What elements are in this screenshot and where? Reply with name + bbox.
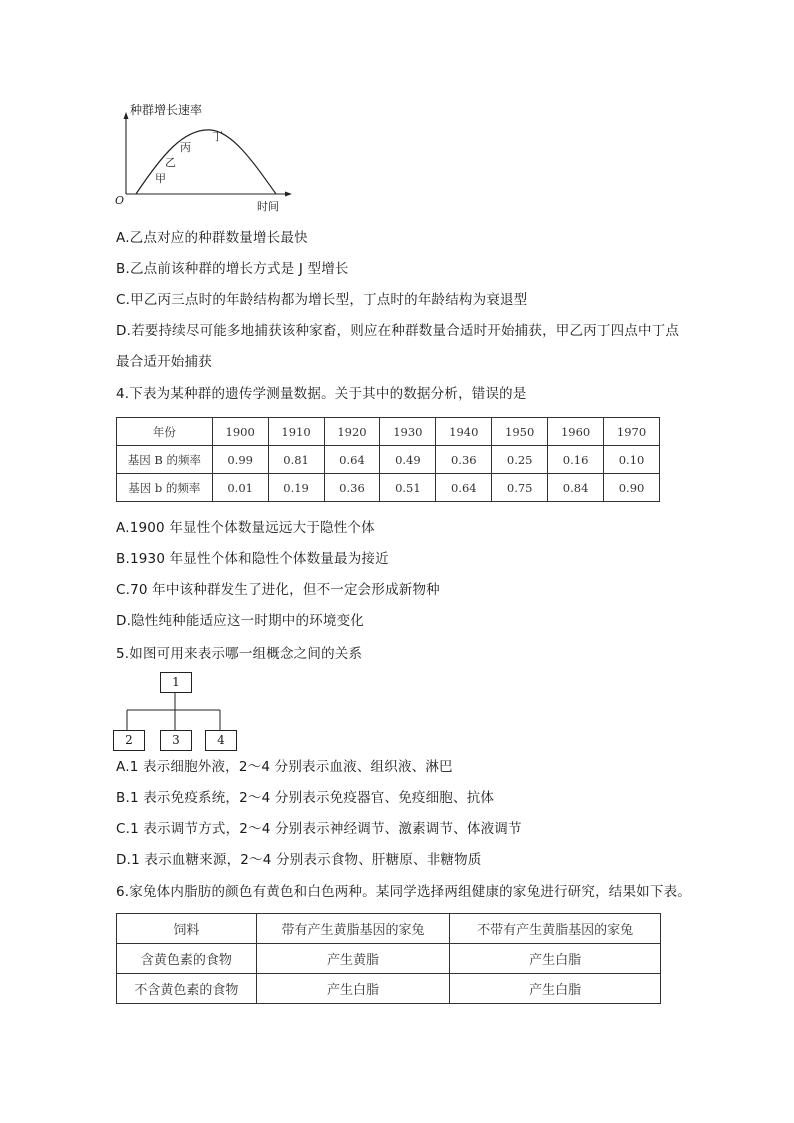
concept-box-1: 1 (160, 672, 192, 693)
table-cell: 0.19 (268, 474, 324, 502)
table-row (117, 974, 661, 1004)
x-axis-label: 时间 (257, 200, 279, 213)
table-cell: 不含黄色素的食物 (117, 974, 257, 1004)
q6-stem: 6.家兔体内脂肪的颜色有黄色和白色两种。某同学选择两组健康的家兔进行研究，结果如下表。 (116, 884, 691, 900)
table-cell: 0.64 (436, 474, 492, 502)
table-cell: 0.25 (492, 446, 548, 474)
table-cell: 基因 b 的频率 (117, 474, 213, 502)
table-cell: 0.01 (212, 474, 268, 502)
table-cell: 0.10 (604, 446, 660, 474)
table-cell: 1950 (492, 418, 548, 446)
table-cell: 产生黄脂 (256, 944, 450, 974)
table-row (117, 474, 660, 502)
table-cell: 0.90 (604, 474, 660, 502)
q4-stem: 4.下表为某种群的遗传学测量数据。关于其中的数据分析，错误的是 (116, 386, 527, 402)
q3-option-c: C.甲乙丙三点时的年龄结构都为增长型，丁点时的年龄结构为衰退型 (116, 292, 528, 308)
table-cell: 产生白脂 (450, 944, 661, 974)
q5-option-a: A.1 表示细胞外液，2～4 分别表示血液、组织液、淋巴 (116, 759, 453, 775)
x-axis-arrow (285, 192, 292, 197)
q3-option-b: B.乙点前该种群的增长方式是 J 型增长 (116, 261, 349, 277)
concept-box-3: 3 (160, 730, 192, 751)
point-label-ding: 丁 (212, 130, 223, 143)
table-cell: 1930 (380, 418, 436, 446)
table-cell: 0.99 (212, 446, 268, 474)
table-cell: 1940 (436, 418, 492, 446)
growth-rate-graph (112, 100, 312, 215)
gene-frequency-table (116, 417, 660, 502)
q5-option-c: C.1 表示调节方式，2～4 分别表示神经调节、激素调节、体液调节 (116, 821, 522, 837)
table-cell: 0.36 (436, 446, 492, 474)
q3-option-d: D.若要持续尽可能多地捕获该种家畜，则应在种群数量合适时开始捕获，甲乙丙丁四点中丁点 (116, 323, 680, 339)
table-cell: 含黄色素的食物 (117, 944, 257, 974)
table-cell: 1900 (212, 418, 268, 446)
table-cell: 0.16 (548, 446, 604, 474)
table-cell: 1920 (324, 418, 380, 446)
table-cell: 0.36 (324, 474, 380, 502)
point-label-jia: 甲 (155, 172, 166, 185)
table-cell: 基因 B 的频率 (117, 446, 213, 474)
table-cell: 1970 (604, 418, 660, 446)
table-cell: 0.81 (268, 446, 324, 474)
table-cell: 带有产生黄脂基因的家兔 (256, 914, 450, 944)
table-cell: 1960 (548, 418, 604, 446)
rabbit-fat-table (116, 913, 661, 1004)
point-label-bing: 丙 (180, 141, 191, 154)
q4-option-a: A.1900 年显性个体数量远远大于隐性个体 (116, 520, 375, 536)
table-row (117, 944, 661, 974)
q5-option-b: B.1 表示免疫系统，2～4 分别表示免疫器官、免疫细胞、抗体 (116, 790, 495, 806)
table-cell: 年份 (117, 418, 213, 446)
concept-box-4: 4 (205, 730, 237, 751)
q4-option-d: D.隐性纯种能适应这一时期中的环境变化 (116, 613, 364, 629)
table-cell: 饲料 (117, 914, 257, 944)
table-cell: 1910 (268, 418, 324, 446)
q4-option-c: C.70 年中该种群发生了进化，但不一定会形成新物种 (116, 582, 440, 598)
q3-option-d-cont: 最合适开始捕获 (116, 354, 212, 370)
table-cell: 0.75 (492, 474, 548, 502)
table-cell: 0.84 (548, 474, 604, 502)
table-header-row (117, 418, 660, 446)
q4-option-b: B.1930 年显性个体和隐性个体数量最为接近 (116, 551, 389, 567)
y-axis-arrow (124, 112, 129, 119)
y-axis-label: 种群增长速率 (130, 103, 203, 117)
table-cell: 0.51 (380, 474, 436, 502)
table-cell: 0.64 (324, 446, 380, 474)
q5-option-d: D.1 表示血糖来源，2～4 分别表示食物、肝糖原、非糖物质 (116, 852, 482, 868)
concept-box-2: 2 (113, 730, 145, 751)
q5-stem: 5.如图可用来表示哪一组概念之间的关系 (116, 646, 363, 662)
origin-label: O (115, 194, 125, 207)
q3-option-a: A.乙点对应的种群数量增长最快 (116, 230, 308, 246)
table-cell: 不带有产生黄脂基因的家兔 (450, 914, 661, 944)
point-label-yi: 乙 (165, 156, 176, 169)
table-cell: 0.49 (380, 446, 436, 474)
table-header-row (117, 914, 661, 944)
table-cell: 产生白脂 (256, 974, 450, 1004)
table-row (117, 446, 660, 474)
table-cell: 产生白脂 (450, 974, 661, 1004)
